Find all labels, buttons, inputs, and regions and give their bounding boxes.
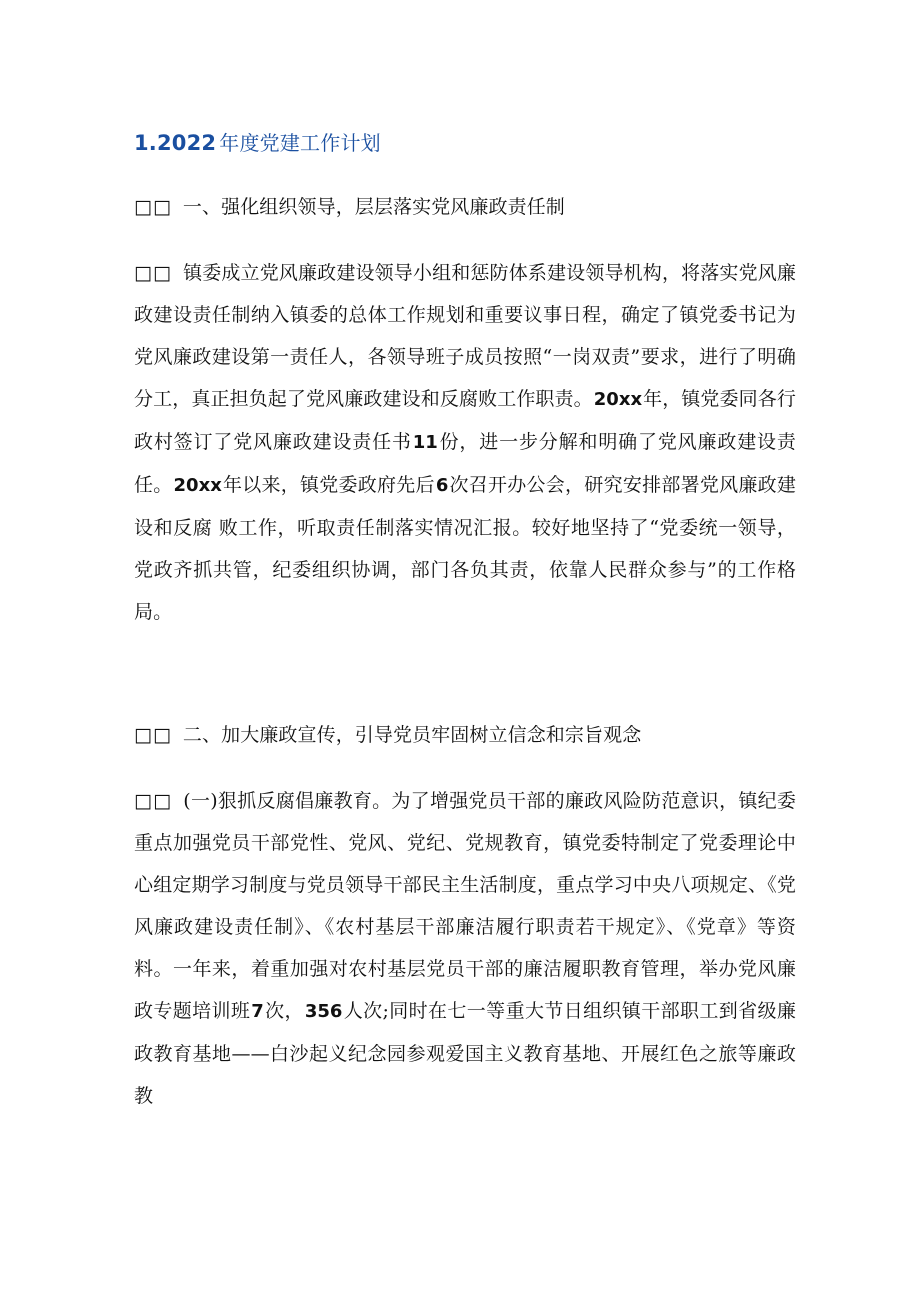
section-1-body	[134, 252, 796, 633]
section-2-body-text	[134, 790, 796, 1107]
section-1-heading	[134, 186, 796, 228]
placeholder-box-icon: □□	[134, 724, 172, 746]
text-run: 年以来，镇党委政府先后	[222, 474, 435, 496]
numeric-run: 20xx	[173, 475, 222, 496]
numeric-run: 20xx	[593, 389, 643, 410]
text-run: 人次;同时在七一等重大节日组织镇干部职工到省级廉政教育基地——白沙起义纪念园参观爱国主义教育基地、开展红色之旅等廉政教	[134, 1000, 796, 1107]
section-1-body-text	[134, 262, 796, 623]
section-2-heading	[134, 714, 796, 756]
placeholder-box-icon: □□	[134, 262, 173, 284]
text-run: (一)狠抓反腐倡廉教育。为了增强党员干部的廉政风险防范意识，镇纪委重点加强党员干部党性、党风、党纪、党规教育，镇党委特制定了党委理论中心组定期学习制度与党员领导干部民主生活制度，重点学习中央八项规定、《党风廉政建设责任制》、《农村基层干部廉洁履行职责若干规定》、《党章》等资料。一年来，着重加强对农村基层党员干部的廉洁履职教育管理，举办党风廉政专题培训班	[134, 790, 796, 1022]
placeholder-box-icon: □□	[134, 196, 172, 218]
page-title-text: 年度党建工作计划	[219, 131, 381, 155]
section-2-heading-text: 二、加大廉政宣传，引导党员牢固树立信念和宗旨观念	[182, 724, 642, 746]
text-run: 镇委成立党风廉政建设领导小组和惩防体系建设领导机构，将落实党风廉政建设责任制纳入镇委的总体工作规划和重要议事日程，确定了镇党委书记为党风廉政建设第一责任人，各领导班子成员按照“一岗双责”要求，进行了明确分工，真正担负起了党风廉政建设和反腐败工作职责。	[134, 262, 796, 410]
page-title-number: 1.2022	[134, 131, 217, 155]
placeholder-box-icon: □□	[134, 790, 173, 812]
page-title	[134, 128, 796, 158]
numeric-run: 356	[304, 1001, 343, 1022]
numeric-run: 6	[435, 475, 449, 496]
numeric-run: 7	[251, 1001, 264, 1022]
section-2-body	[134, 780, 796, 1117]
section-1-heading-text: 一、强化组织领导，层层落实党风廉政责任制	[182, 196, 565, 218]
text-run: 次，	[264, 1000, 304, 1022]
text-run: 份，进一步分解和明确了党风廉政建设责任。	[134, 431, 796, 496]
numeric-run: 11	[412, 432, 438, 453]
text-run: 年，镇党委同各行政村签订了党风廉政建设责任书	[134, 388, 796, 453]
text-run: 次召开办公会，研究安排部署党风廉政建设和反腐 败工作，听取责任制落实情况汇报。较好地坚持了“党委统一领导，党政齐抓共管，纪委组织协调，部门各负其责，依靠人民群众参与”的工作格局。	[134, 474, 796, 623]
